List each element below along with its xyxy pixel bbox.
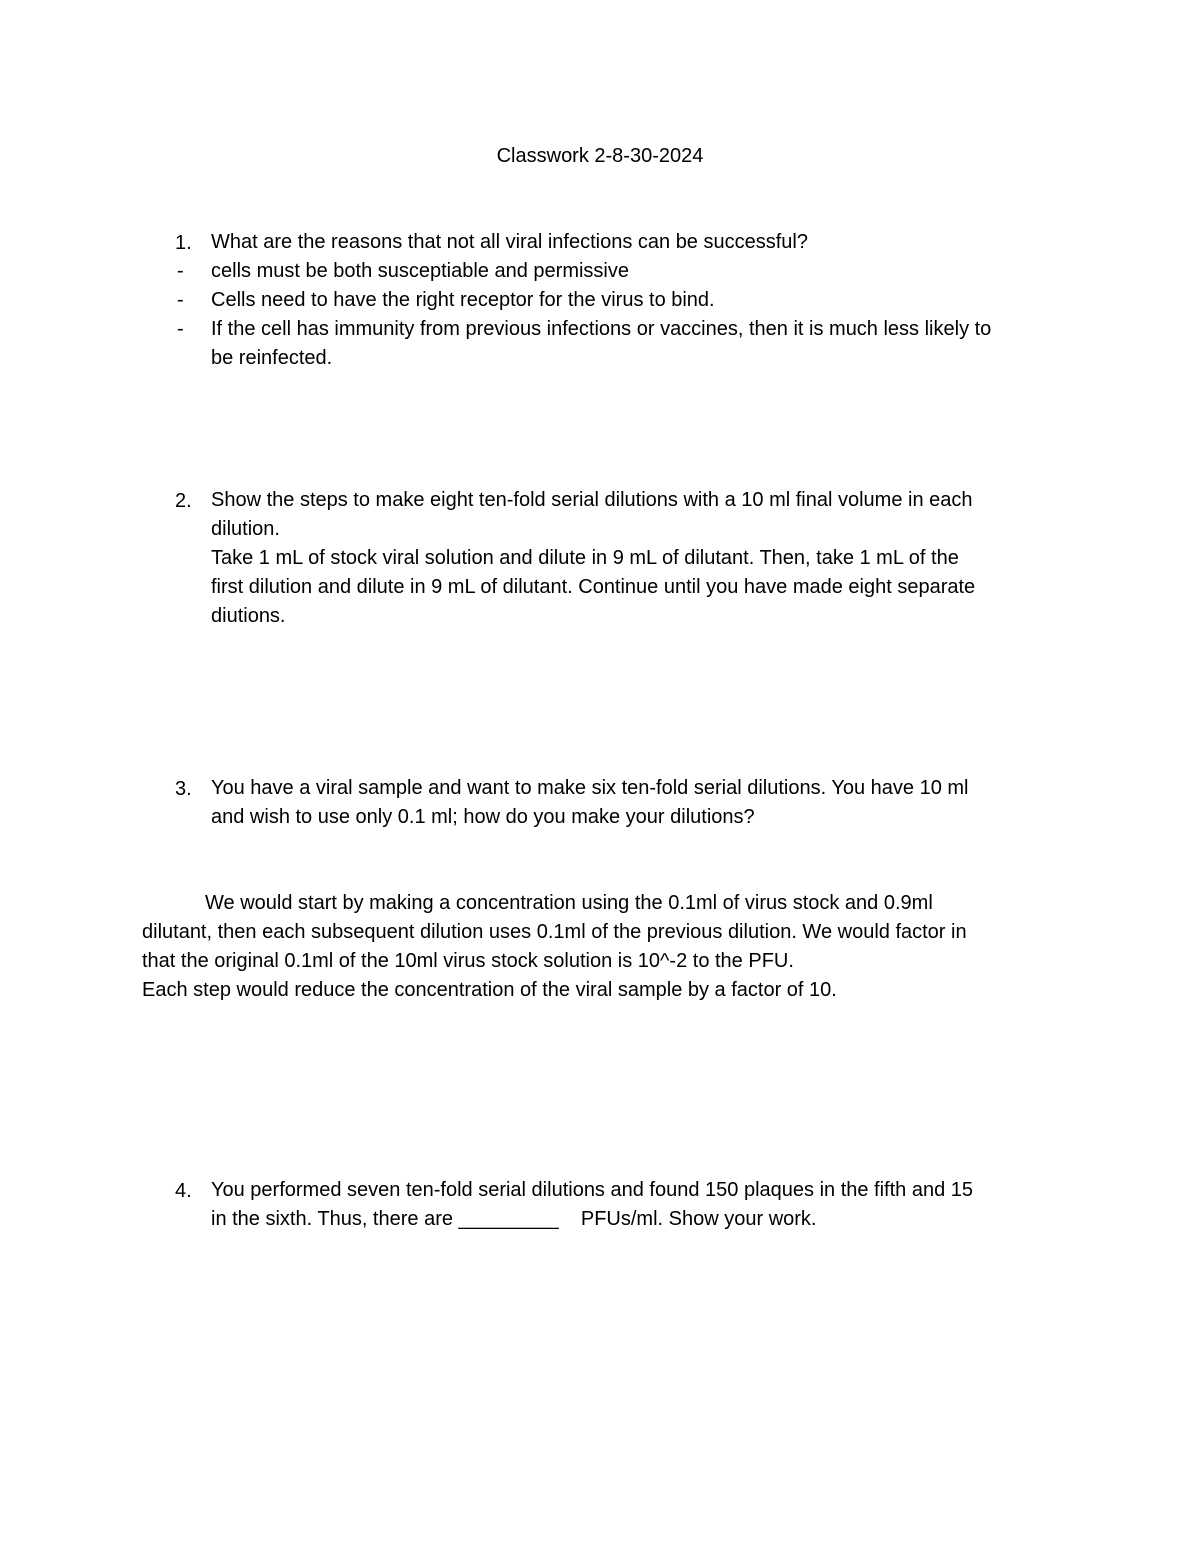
question-3-line-1: You have a viral sample and want to make six ten-fold serial dilutions. You have 10 ml bbox=[211, 777, 969, 799]
question-3-answer-line-3: that the original 0.1ml of the 10ml virus stock solution is 10^-2 to the PFU. bbox=[142, 950, 794, 972]
question-2-line-2: dilution. bbox=[211, 518, 280, 540]
question-1-bullet-2: Cells need to have the right receptor for the virus to bind. bbox=[211, 289, 715, 311]
question-1-bullet-3-continued: be reinfected. bbox=[211, 347, 333, 369]
question-3-line-2: and wish to use only 0.1 ml; how do you make your dilutions? bbox=[211, 806, 755, 828]
question-4-number: 4. bbox=[175, 1180, 192, 1202]
question-1-number: 1. bbox=[175, 232, 192, 254]
question-4-line-1: You performed seven ten-fold serial dilutions and found 150 plaques in the fifth and 15 bbox=[211, 1179, 974, 1201]
bullet-dash: - bbox=[177, 260, 184, 282]
question-2-number: 2. bbox=[175, 490, 192, 512]
question-1-bullet-1: cells must be both susceptiable and permissive bbox=[211, 260, 629, 282]
question-1-bullet-3: If the cell has immunity from previous infections or vaccines, then it is much less likely to bbox=[211, 318, 992, 340]
question-3-answer-line-1: We would start by making a concentration using the 0.1ml of virus stock and 0.9ml bbox=[205, 892, 933, 914]
bullet-dash: - bbox=[177, 318, 184, 340]
question-3-number: 3. bbox=[175, 778, 192, 800]
question-2-answer-line-3: diutions. bbox=[211, 605, 286, 627]
bullet-dash: - bbox=[177, 289, 184, 311]
question-2-line-1: Show the steps to make eight ten-fold serial dilutions with a 10 ml final volume in each bbox=[211, 489, 973, 511]
question-2-answer-line-2: first dilution and dilute in 9 mL of dilutant. Continue until you have made eight separate bbox=[211, 576, 976, 598]
page-title: Classwork 2-8-30-2024 bbox=[496, 145, 704, 167]
question-2-answer-line-1: Take 1 mL of stock viral solution and dilute in 9 mL of dilutant. Then, take 1 mL of the bbox=[211, 547, 959, 569]
question-3-answer-line-2: dilutant, then each subsequent dilution uses 0.1ml of the previous dilution. We would factor in bbox=[142, 921, 967, 943]
question-1-text: What are the reasons that not all viral infections can be successful? bbox=[211, 231, 808, 253]
question-3-answer-line-4: Each step would reduce the concentration of the viral sample by a factor of 10. bbox=[142, 979, 837, 1001]
question-4-line-2: in the sixth. Thus, there are _________ PFUs/ml. Show your work. bbox=[211, 1208, 817, 1230]
